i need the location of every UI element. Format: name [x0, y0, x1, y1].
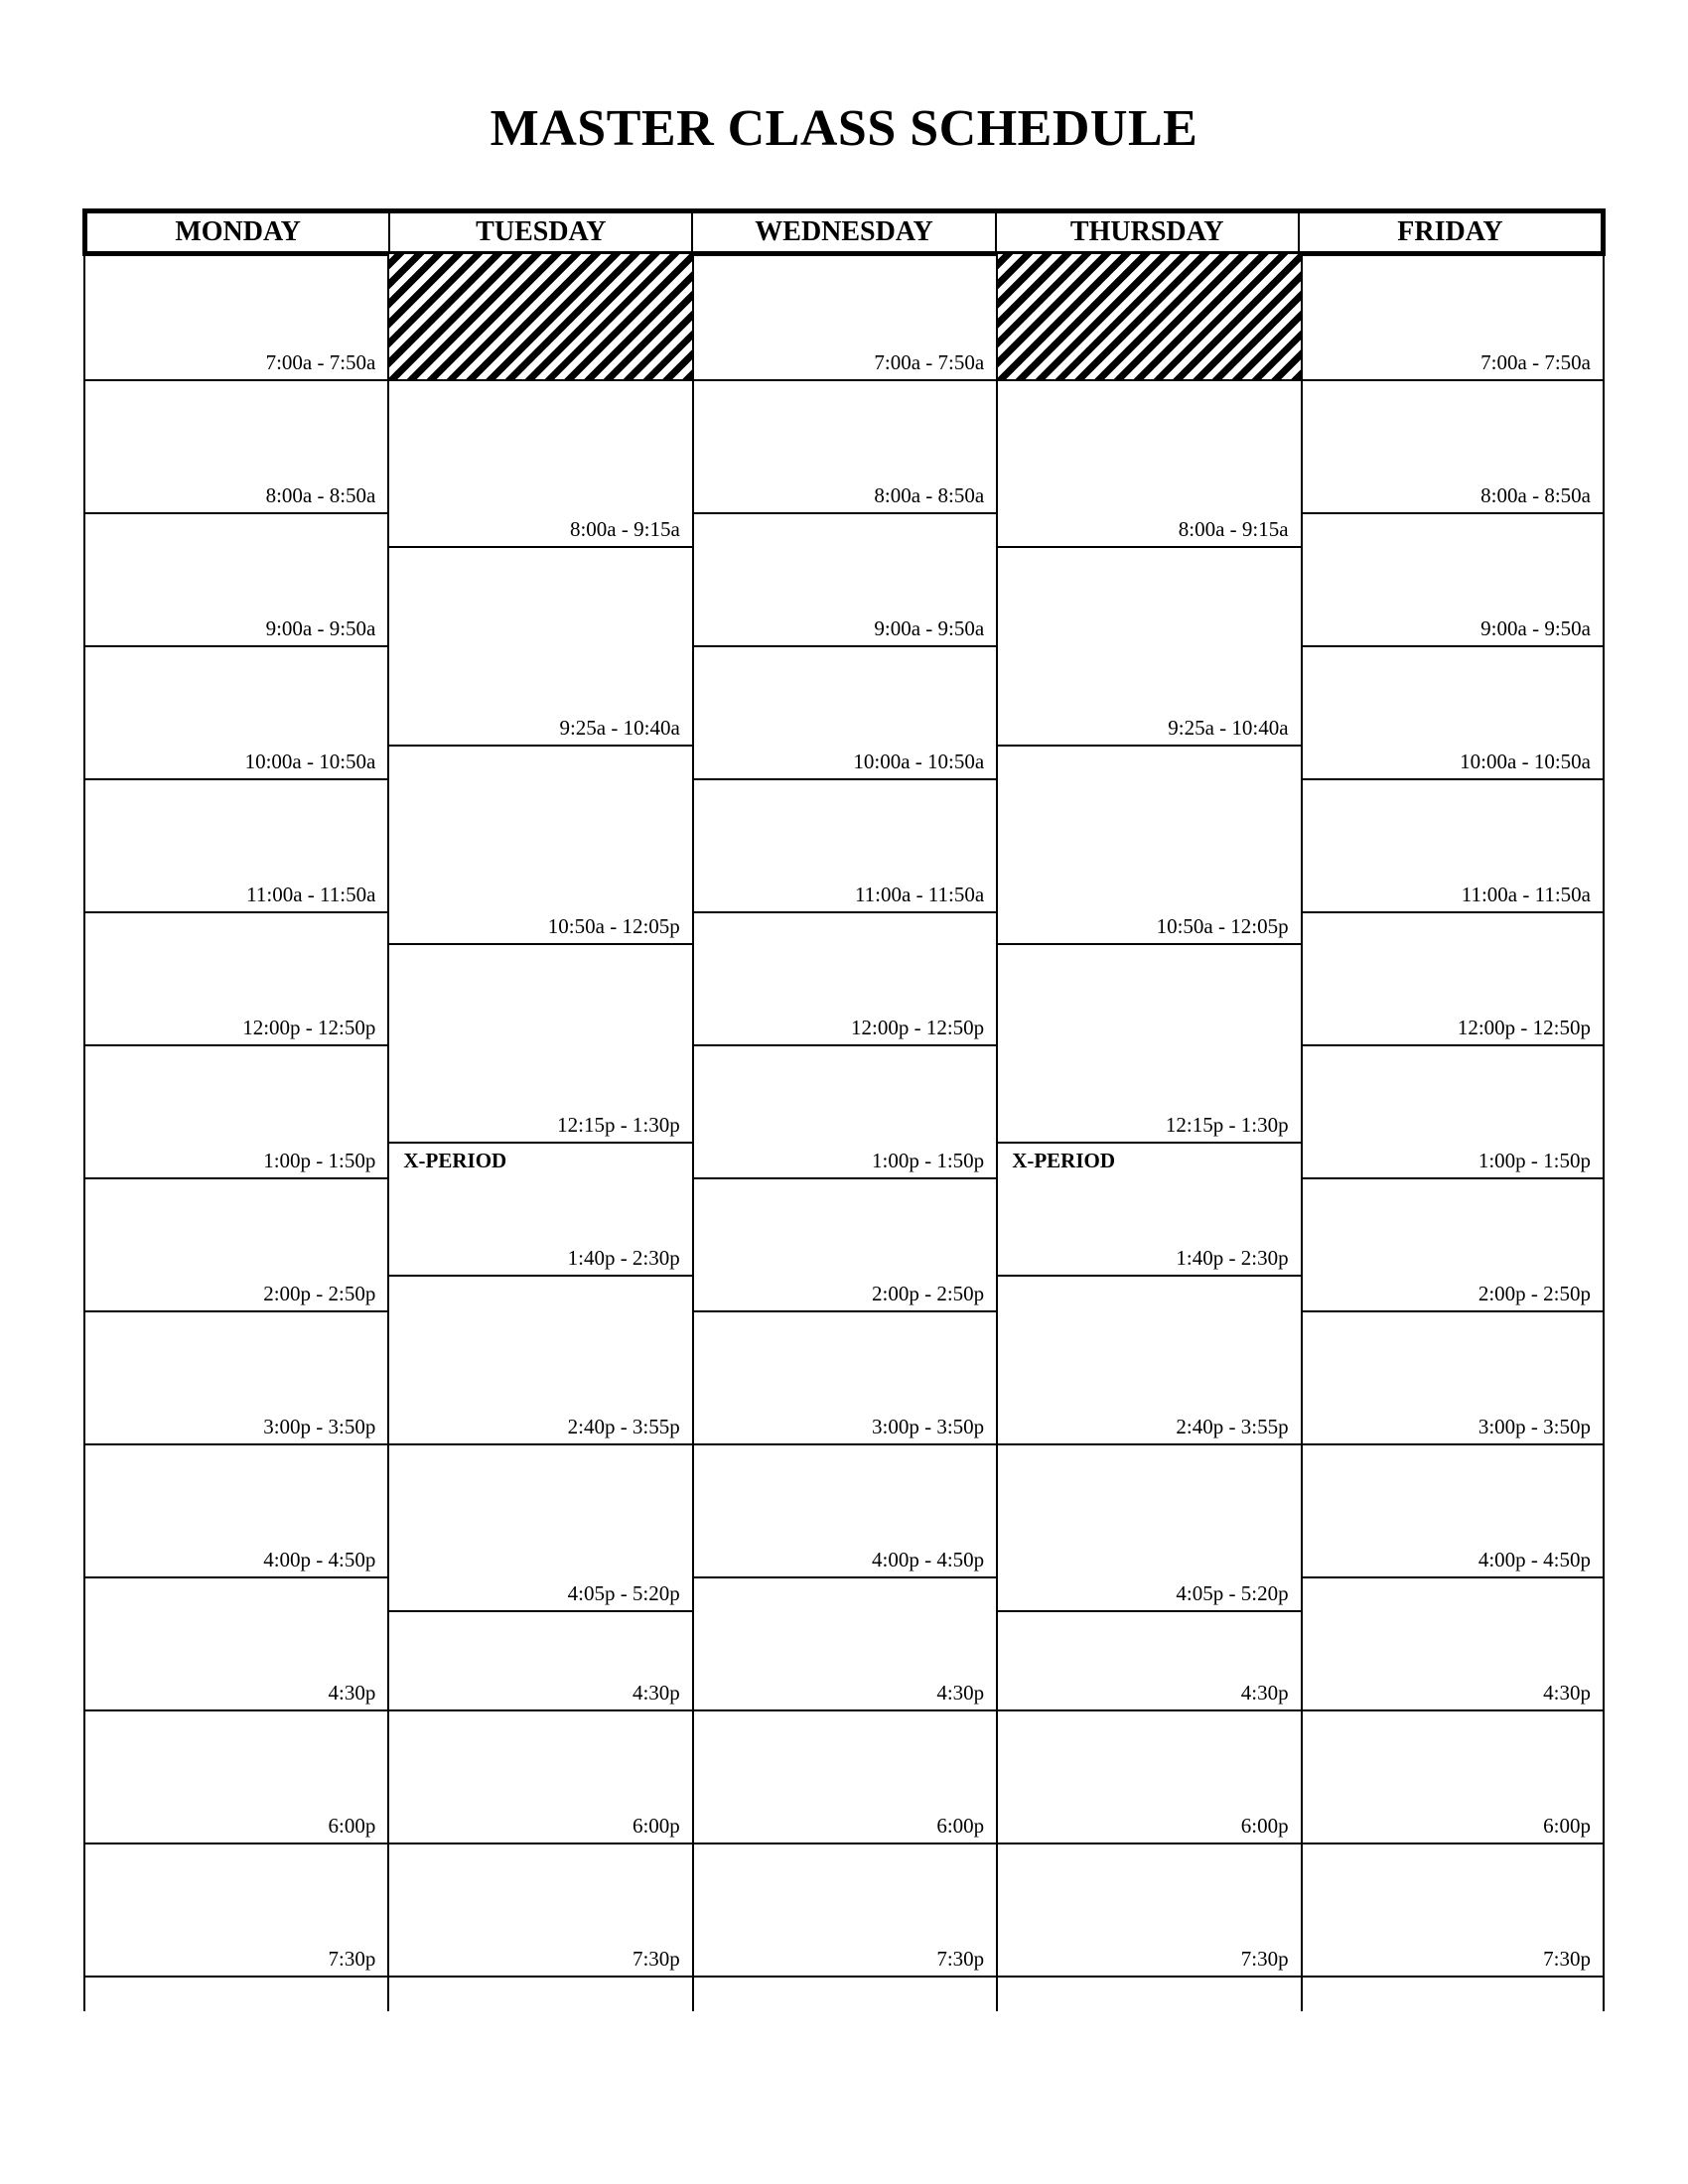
time-slot — [1303, 381, 1603, 514]
time-slot — [694, 913, 996, 1046]
day-column-monday — [83, 254, 387, 2011]
time-label: 1:40p - 2:30p — [567, 1246, 680, 1270]
time-slot — [998, 945, 1300, 1144]
time-slot — [998, 1844, 1300, 1978]
day-column-thursday — [996, 254, 1300, 2011]
time-slot — [998, 1144, 1300, 1277]
time-slot — [85, 913, 387, 1046]
time-label: 9:00a - 9:50a — [874, 616, 985, 640]
time-slot — [1303, 1312, 1603, 1445]
time-label: 4:00p - 4:50p — [263, 1548, 376, 1571]
time-slot — [998, 747, 1300, 945]
time-label: 7:00a - 7:50a — [874, 350, 985, 374]
time-label: 8:00a - 8:50a — [874, 483, 985, 507]
time-label: 4:00p - 4:50p — [1477, 1548, 1591, 1571]
time-label: 8:00a - 8:50a — [265, 483, 376, 507]
time-label: 3:00p - 3:50p — [263, 1415, 376, 1438]
time-slot — [694, 780, 996, 913]
time-slot — [85, 1445, 387, 1578]
time-slot — [694, 1578, 996, 1711]
time-label: 10:00a - 10:50a — [1460, 750, 1591, 773]
time-slot — [694, 381, 996, 514]
time-label: 9:25a - 10:40a — [1168, 716, 1289, 740]
day-header-thursday: THURSDAY — [997, 213, 1300, 251]
time-slot — [1303, 1445, 1603, 1578]
time-label: 8:00a - 8:50a — [1480, 483, 1591, 507]
time-label: 2:00p - 2:50p — [872, 1282, 985, 1305]
time-slot — [694, 1046, 996, 1179]
time-label: 6:00p — [936, 1814, 985, 1838]
day-header-monday: MONDAY — [87, 213, 390, 251]
time-slot — [998, 1277, 1300, 1445]
time-label: 7:30p — [1240, 1947, 1289, 1971]
time-label: 7:00a - 7:50a — [1480, 350, 1591, 374]
time-label: 7:00a - 7:50a — [265, 350, 376, 374]
time-label: 1:00p - 1:50p — [263, 1149, 376, 1172]
day-header-wednesday: WEDNESDAY — [693, 213, 996, 251]
time-slot — [1303, 1179, 1603, 1312]
time-slot — [85, 1578, 387, 1711]
time-slot — [389, 1445, 691, 1612]
day-header-row — [82, 208, 1606, 256]
time-label: 1:00p - 1:50p — [872, 1149, 985, 1172]
time-label: 6:00p — [1543, 1814, 1591, 1838]
time-label: 11:00a - 11:50a — [854, 883, 985, 906]
time-slot — [389, 1844, 691, 1978]
time-slot — [998, 1711, 1300, 1844]
time-label: 8:00a - 9:15a — [1178, 517, 1289, 541]
time-label: 7:30p — [632, 1947, 680, 1971]
time-slot — [1303, 254, 1603, 381]
time-slot — [85, 1844, 387, 1978]
time-slot — [694, 1312, 996, 1445]
time-label: 10:00a - 10:50a — [244, 750, 376, 773]
time-label: 3:00p - 3:50p — [1477, 1415, 1591, 1438]
time-slot — [85, 1312, 387, 1445]
time-label: 2:40p - 3:55p — [1176, 1415, 1289, 1438]
time-label: 12:00p - 12:50p — [851, 1016, 985, 1039]
time-slot — [998, 1612, 1300, 1711]
time-slot — [998, 381, 1300, 548]
day-column-friday — [1301, 254, 1605, 2011]
page-title: MASTER CLASS SCHEDULE — [490, 100, 1198, 157]
time-label: 1:40p - 2:30p — [1176, 1246, 1289, 1270]
schedule-grid — [83, 254, 1605, 2011]
unavailable-slot — [389, 254, 691, 381]
time-label: 4:00p - 4:50p — [872, 1548, 985, 1571]
time-label: 11:00a - 11:50a — [246, 883, 376, 906]
time-label: 4:30p — [1240, 1681, 1289, 1705]
time-slot — [85, 1711, 387, 1844]
time-slot — [1303, 1844, 1603, 1978]
time-slot — [389, 1612, 691, 1711]
time-slot — [1303, 780, 1603, 913]
time-slot — [1303, 1711, 1603, 1844]
time-label: 12:00p - 12:50p — [242, 1016, 376, 1039]
day-header-friday: FRIDAY — [1397, 216, 1503, 247]
time-label: 4:05p - 5:20p — [567, 1581, 680, 1605]
day-header-tuesday: TUESDAY — [390, 213, 693, 251]
time-label: 9:00a - 9:50a — [265, 616, 376, 640]
time-label: 4:05p - 5:20p — [1176, 1581, 1289, 1605]
time-slot — [1303, 647, 1603, 780]
time-slot — [389, 945, 691, 1144]
time-slot — [85, 1179, 387, 1312]
time-slot — [1303, 514, 1603, 647]
time-slot — [694, 254, 996, 381]
time-slot — [998, 548, 1300, 747]
time-slot — [389, 747, 691, 945]
time-label: 10:50a - 12:05p — [1156, 914, 1289, 938]
time-label: 6:00p — [632, 1814, 680, 1838]
time-label: 4:30p — [936, 1681, 985, 1705]
unavailable-slot — [998, 254, 1300, 381]
time-label: 3:00p - 3:50p — [872, 1415, 985, 1438]
time-slot — [85, 1046, 387, 1179]
time-slot — [998, 1445, 1300, 1612]
time-label: 7:30p — [328, 1947, 376, 1971]
time-slot — [85, 647, 387, 780]
time-label: 1:00p - 1:50p — [1477, 1149, 1591, 1172]
time-label: 6:00p — [328, 1814, 376, 1838]
time-slot — [694, 514, 996, 647]
day-column-wednesday — [692, 254, 996, 2011]
time-slot — [694, 647, 996, 780]
time-slot — [389, 548, 691, 747]
time-label: 12:15p - 1:30p — [557, 1113, 680, 1137]
x-period-label: X-PERIOD — [1012, 1149, 1116, 1172]
time-label: 2:00p - 2:50p — [263, 1282, 376, 1305]
time-label: 12:00p - 12:50p — [1457, 1016, 1591, 1039]
time-slot — [1303, 913, 1603, 1046]
time-label: 9:00a - 9:50a — [1480, 616, 1591, 640]
time-label: 7:30p — [936, 1947, 985, 1971]
time-slot — [1303, 1578, 1603, 1711]
time-label: 6:00p — [1240, 1814, 1289, 1838]
time-slot — [85, 381, 387, 514]
time-label: 4:30p — [632, 1681, 680, 1705]
time-label: 11:00a - 11:50a — [1461, 883, 1591, 906]
x-period-label: X-PERIOD — [403, 1149, 507, 1172]
time-label: 9:25a - 10:40a — [559, 716, 680, 740]
time-label: 7:30p — [1543, 1947, 1591, 1971]
time-slot — [85, 780, 387, 913]
time-label: 10:50a - 12:05p — [547, 914, 680, 938]
time-slot — [1303, 1046, 1603, 1179]
time-slot — [694, 1179, 996, 1312]
time-label: 10:00a - 10:50a — [853, 750, 985, 773]
time-slot — [694, 1711, 996, 1844]
time-slot — [389, 1277, 691, 1445]
time-slot — [694, 1844, 996, 1978]
time-slot — [85, 254, 387, 381]
time-label: 12:15p - 1:30p — [1165, 1113, 1289, 1137]
day-column-tuesday — [387, 254, 691, 2011]
time-slot — [389, 381, 691, 548]
time-label: 4:30p — [328, 1681, 376, 1705]
time-label: 8:00a - 9:15a — [569, 517, 680, 541]
time-slot — [694, 1445, 996, 1578]
time-slot — [389, 1711, 691, 1844]
time-slot — [389, 1144, 691, 1277]
time-label: 4:30p — [1543, 1681, 1591, 1705]
time-slot — [85, 514, 387, 647]
time-label: 2:40p - 3:55p — [567, 1415, 680, 1438]
time-label: 2:00p - 2:50p — [1477, 1282, 1591, 1305]
